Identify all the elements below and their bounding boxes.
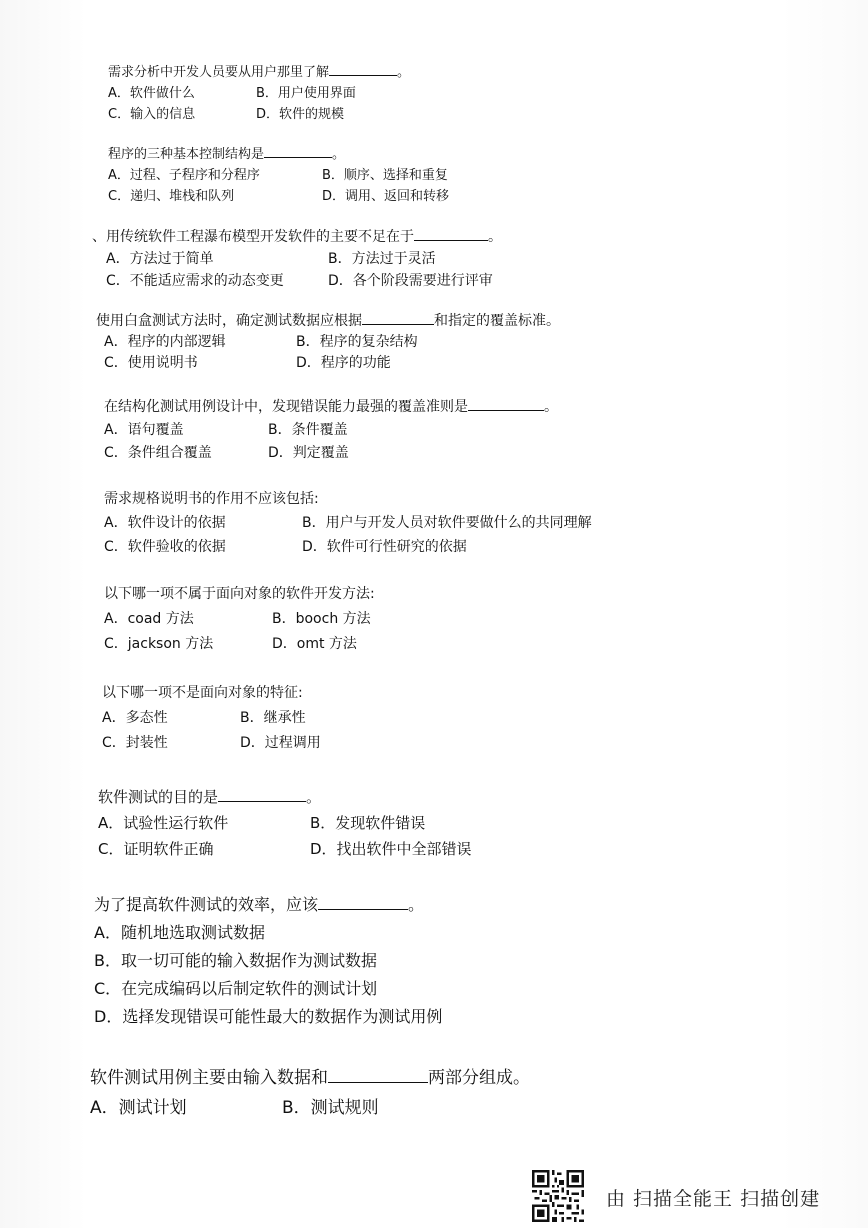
question-4 — [96, 311, 856, 374]
question-stem: 程序的三种基本控制结构是 。 — [108, 147, 346, 162]
option-b: B．顺序、选择和重复 — [322, 168, 448, 183]
option-row — [108, 165, 868, 186]
option-c: C．jackson 方法 — [104, 636, 214, 652]
option-a: A．coad 方法 — [104, 611, 194, 627]
option-d: D．软件可行性研究的依据 — [302, 539, 467, 555]
question-stem: 、用传统软件工程瀑布模型开发软件的主要不足在于 。 — [92, 229, 502, 245]
option-row — [102, 706, 862, 731]
question-3 — [92, 226, 852, 292]
option-row — [98, 810, 858, 836]
option-c: C．输入的信息 — [108, 107, 196, 122]
option-b: B．用户与开发人员对软件要做什么的共同理解 — [302, 515, 592, 531]
question-7 — [104, 582, 864, 657]
answer-blank — [414, 240, 488, 241]
option-c: C．在完成编码以后制定软件的测试计划 — [94, 979, 378, 998]
question-stem: 在结构化测试用例设计中，发现错误能力最强的覆盖准则是 。 — [104, 399, 558, 415]
option-a: A．软件做什么 — [108, 86, 195, 101]
option-b: B．测试规则 — [282, 1098, 379, 1118]
question-1 — [108, 62, 868, 125]
option-c: C．软件验收的依据 — [104, 539, 226, 555]
question-stem: 以下哪一项不属于面向对象的软件开发方法: — [104, 586, 375, 602]
scanner-footer — [532, 1170, 862, 1222]
option-a: A．语句覆盖 — [104, 422, 184, 438]
answer-blank — [264, 157, 332, 158]
option-row — [108, 104, 868, 125]
option-c: C．条件组合覆盖 — [104, 445, 212, 461]
question-stem: 软件测试用例主要由输入数据和 两部分组成。 — [90, 1068, 530, 1088]
option-a: A．软件设计的依据 — [104, 515, 226, 531]
question-5 — [104, 396, 864, 465]
answer-blank — [318, 909, 408, 910]
question-stem: 使用白盒测试方法时，确定测试数据应根据 和指定的覆盖标准。 — [96, 313, 560, 329]
answer-blank — [328, 1082, 428, 1083]
option-d: D．各个阶段需要进行评审 — [328, 273, 493, 289]
qr-code-icon — [532, 1170, 584, 1222]
question-stem: 需求分析中开发人员要从用户那里了解 。 — [108, 65, 411, 80]
option-d: D．软件的规模 — [256, 107, 345, 122]
question-stem: 软件测试的目的是 。 — [98, 788, 322, 806]
option-row — [96, 332, 856, 353]
answer-blank — [468, 410, 544, 411]
option-d: D．调用、返回和转移 — [322, 189, 450, 204]
option-row — [92, 248, 852, 270]
option-a: A．测试计划 — [90, 1098, 187, 1118]
option-a: A．方法过于简单 — [106, 251, 214, 267]
option-d: D．过程调用 — [240, 735, 321, 751]
option-d: D．判定覆盖 — [268, 445, 349, 461]
question-6 — [104, 487, 864, 559]
option-row — [104, 419, 864, 442]
answer-blank — [329, 75, 397, 76]
option-c: C．不能适应需求的动态变更 — [106, 273, 284, 289]
scanner-credit-text: 由 扫描全能王 扫描创建 — [606, 1188, 821, 1210]
question-stem: 以下哪一项不是面向对象的特征: — [102, 685, 303, 701]
answer-blank — [218, 801, 306, 802]
option-b: B．booch 方法 — [272, 611, 371, 627]
option-row — [108, 186, 868, 207]
option-b: B．方法过于灵活 — [328, 251, 436, 267]
question-2 — [108, 144, 868, 207]
option-d: D．找出软件中全部错误 — [310, 840, 472, 858]
option-d: D．omt 方法 — [272, 636, 357, 652]
option-row — [98, 836, 858, 862]
option-a: A．过程、子程序和分程序 — [108, 168, 260, 183]
option-row — [104, 607, 864, 632]
question-8 — [102, 681, 862, 756]
option-row — [90, 1093, 850, 1123]
option-row — [104, 442, 864, 465]
question-11 — [90, 1063, 850, 1123]
option-b: B．程序的复杂结构 — [296, 334, 418, 350]
question-9 — [98, 784, 858, 862]
option-c: C．证明软件正确 — [98, 840, 214, 858]
option-row — [104, 511, 864, 535]
option-d: D．程序的功能 — [296, 355, 391, 371]
question-stem: 需求规格说明书的作用不应该包括: — [104, 491, 319, 507]
option-row — [92, 270, 852, 292]
option-a: A．试验性运行软件 — [98, 814, 229, 832]
option-b: B．取一切可能的输入数据作为测试数据 — [94, 951, 377, 970]
option-row — [108, 83, 868, 104]
option-row — [102, 731, 862, 756]
option-a: A．多态性 — [102, 710, 168, 726]
option-b: B．用户使用界面 — [256, 86, 356, 101]
option-b: B．条件覆盖 — [268, 422, 348, 438]
option-row — [104, 632, 864, 657]
option-row — [96, 353, 856, 374]
option-a: A．程序的内部逻辑 — [104, 334, 226, 350]
question-stem: 为了提高软件测试的效率，应该 。 — [94, 895, 425, 914]
option-c: C．递归、堆栈和队列 — [108, 189, 235, 204]
option-a: A．随机地选取测试数据 — [94, 923, 265, 942]
option-row — [104, 535, 864, 559]
option-d: D．选择发现错误可能性最大的数据作为测试用例 — [94, 1007, 443, 1026]
option-c: C．封装性 — [102, 735, 168, 751]
question-10 — [94, 891, 854, 1031]
option-b: B．发现软件错误 — [310, 814, 426, 832]
answer-blank — [362, 324, 434, 325]
option-b: B．继承性 — [240, 710, 306, 726]
option-c: C．使用说明书 — [104, 355, 198, 371]
